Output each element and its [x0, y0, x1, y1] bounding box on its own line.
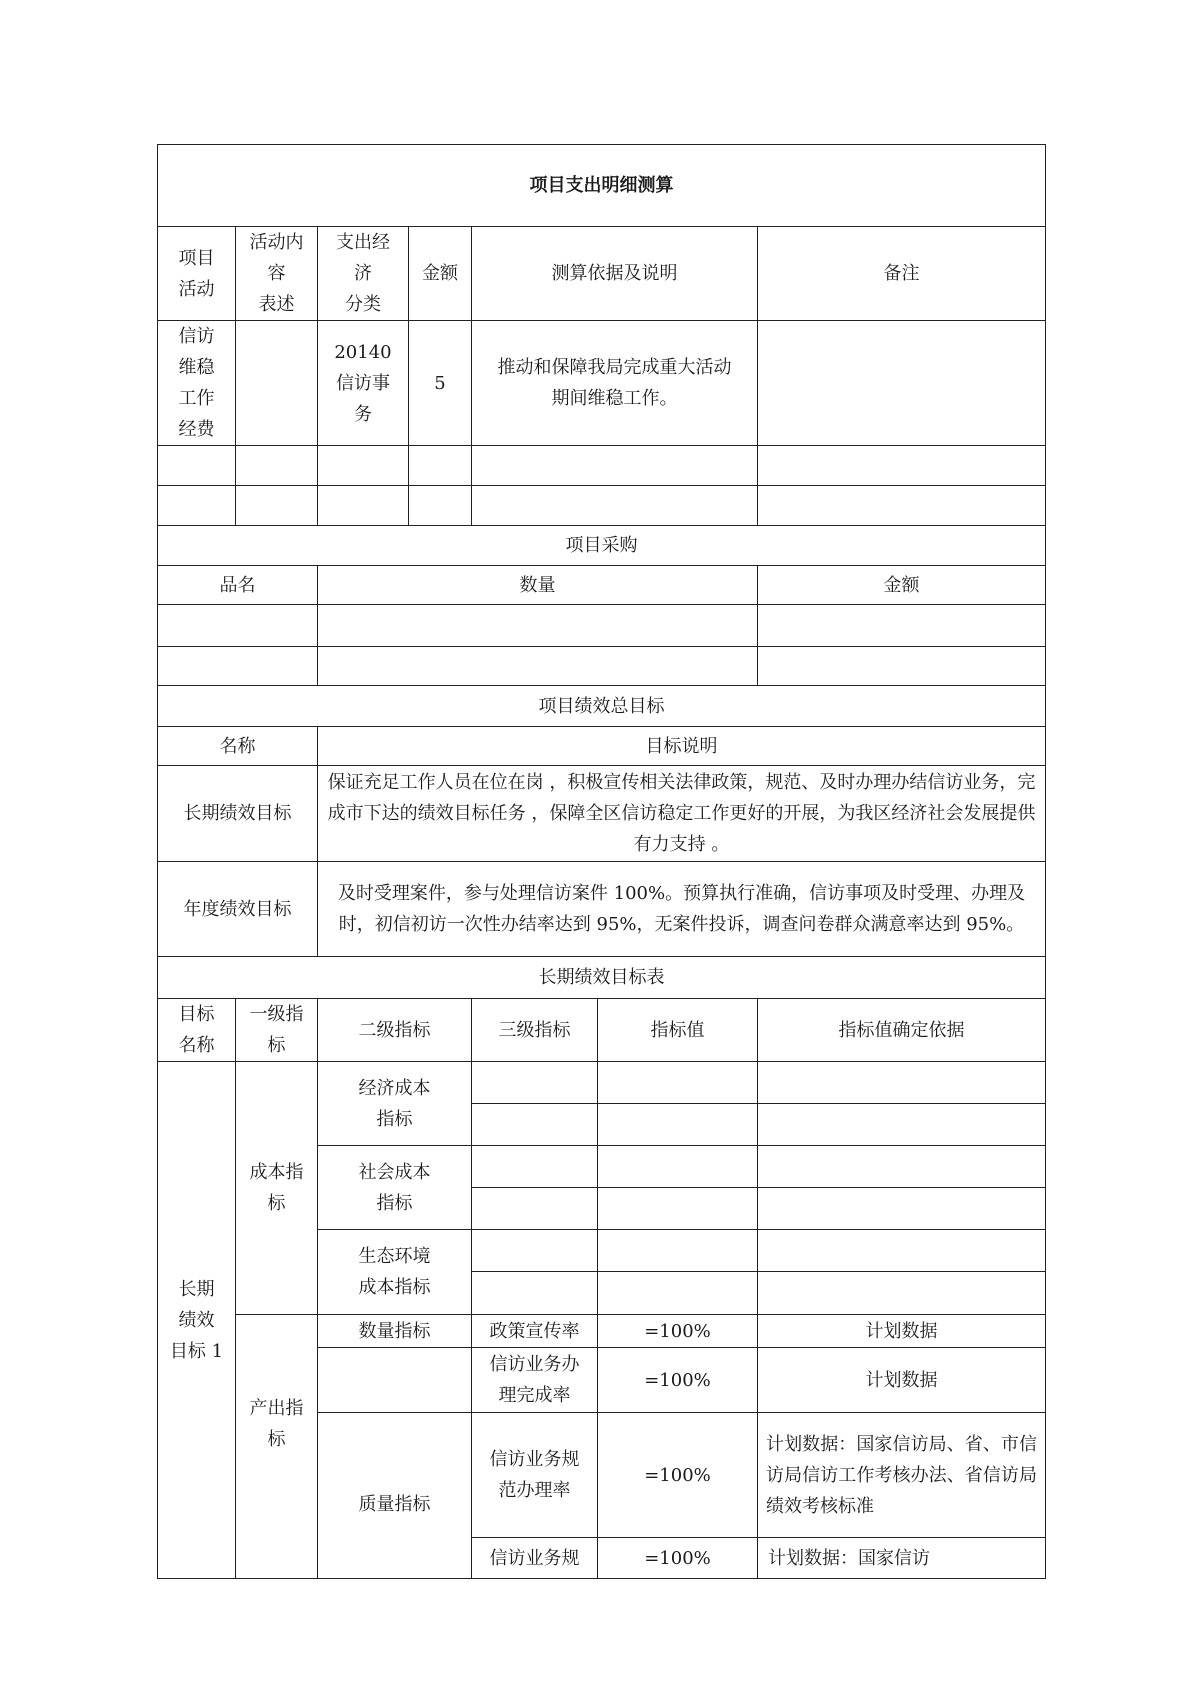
- header-item-name: 品名: [158, 566, 318, 605]
- indicator-header-row: [158, 999, 1046, 1062]
- header-quantity: 数量: [318, 566, 758, 605]
- header-amount: 金额: [409, 227, 472, 321]
- long-term-goal-row: [158, 766, 1046, 862]
- table-title: 项目支出明细测算: [158, 145, 1046, 227]
- detail-content: [236, 321, 318, 446]
- header-activity-content: 活动内 容 表述: [236, 227, 318, 321]
- detail-amount: 5: [409, 321, 472, 446]
- header-target-name: 目标 名称: [158, 999, 236, 1062]
- annual-goal-label: 年度绩效目标: [158, 862, 318, 957]
- procurement-header-row: [158, 566, 1046, 605]
- goals-title: 项目绩效总目标: [158, 686, 1046, 727]
- third-level-indicator: 信访业务规: [472, 1538, 598, 1579]
- goals-header-row: [158, 727, 1046, 766]
- procurement-empty-row: [158, 605, 1046, 647]
- indicator-value: =100%: [598, 1315, 758, 1348]
- quantity-indicator-label: 数量指标: [318, 1315, 472, 1348]
- indicator-basis: 计划数据：国家信访: [758, 1538, 1046, 1579]
- indicator-basis: 计划数据: [758, 1315, 1046, 1348]
- indicator-table-title: 长期绩效目标表: [158, 957, 1046, 999]
- detail-basis: 推动和保障我局完成重大活动 期间维稳工作。: [472, 321, 758, 446]
- detail-empty-row: [158, 446, 1046, 486]
- economic-cost-label: 经济成本 指标: [318, 1062, 472, 1146]
- third-level-indicator: 信访业务规 范办理率: [472, 1413, 598, 1538]
- indicator-basis: 计划数据：国家信访局、省、市信访局信访工作考核办法、省信访局绩效考核标准: [758, 1413, 1046, 1538]
- social-cost-label: 社会成本 指标: [318, 1146, 472, 1230]
- annual-goal-text: 及时受理案件，参与处理信访案件 100%。预算执行准确，信访事项及时受理、办理及时，初信初访一次性办结率达到 95%，无案件投诉，调查问卷群众满意率达到 95%。: [318, 862, 1046, 957]
- cost-indicator-label: 成本指 标: [236, 1062, 318, 1315]
- long-term-goal-text: 保证充足工作人员在位在岗 ，积极宣传相关法律政策，规范、及时办理办结信访业务，完成市下达的绩效目标任务 ，保障全区信访稳定工作更好的开展，为我区经济社会发展提供有力支持 。: [318, 766, 1046, 862]
- header-indicator-value: 指标值: [598, 999, 758, 1062]
- procurement-empty-row: [158, 647, 1046, 686]
- header-remark: 备注: [758, 227, 1046, 321]
- header-goal-name: 名称: [158, 727, 318, 766]
- annual-goal-row: [158, 862, 1046, 957]
- detail-empty-row: [158, 486, 1046, 526]
- indicator-value: =100%: [598, 1538, 758, 1579]
- indicator-value: =100%: [598, 1413, 758, 1538]
- header-expense-category: 支出经 济 分类: [318, 227, 409, 321]
- header-basis: 测算依据及说明: [472, 227, 758, 321]
- header-level-1: 一级指 标: [236, 999, 318, 1062]
- header-level-2: 二级指标: [318, 999, 472, 1062]
- third-level-indicator: 信访业务办 理完成率: [472, 1348, 598, 1413]
- header-goal-description: 目标说明: [318, 727, 1046, 766]
- header-procurement-amount: 金额: [758, 566, 1046, 605]
- third-level-indicator: 政策宣传率: [472, 1315, 598, 1348]
- header-level-3: 三级指标: [472, 999, 598, 1062]
- indicator-row: [158, 1062, 1046, 1104]
- detail-activity: 信访 维稳 工作 经费: [158, 321, 236, 446]
- detail-category: 20140 信访事 务: [318, 321, 409, 446]
- detail-header-row: [158, 227, 1046, 321]
- indicator-basis: 计划数据: [758, 1348, 1046, 1413]
- procurement-title: 项目采购: [158, 526, 1046, 566]
- detail-row: [158, 321, 1046, 446]
- long-term-goal-label: 长期绩效目标: [158, 766, 318, 862]
- indicator-goal-name: 长期 绩效 目标 1: [158, 1062, 236, 1579]
- indicator-row: [158, 1315, 1046, 1348]
- quality-indicator-label: 质量指标: [318, 1413, 472, 1579]
- eco-cost-label: 生态环境 成本指标: [318, 1230, 472, 1315]
- header-value-basis: 指标值确定依据: [758, 999, 1046, 1062]
- output-indicator-label: 产出指 标: [236, 1315, 318, 1579]
- budget-detail-table: [157, 144, 1046, 1579]
- indicator-value: =100%: [598, 1348, 758, 1413]
- header-project-activity: 项目 活动: [158, 227, 236, 321]
- detail-remark: [758, 321, 1046, 446]
